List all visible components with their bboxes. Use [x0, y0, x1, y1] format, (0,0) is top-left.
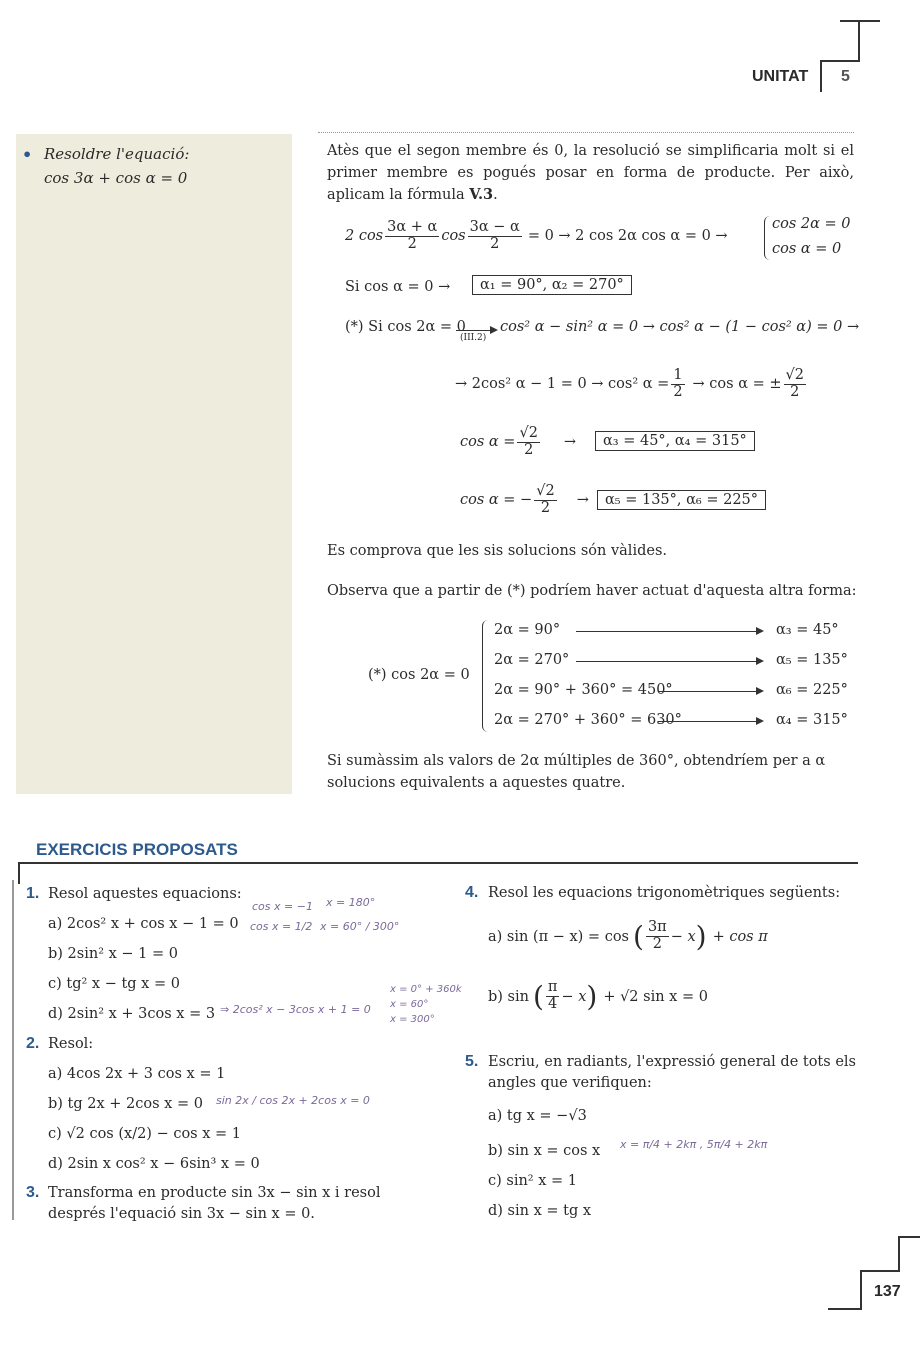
- alt-row-left: 2α = 90° + 360° = 450°: [494, 682, 673, 698]
- ex3-line1: Transforma en producte sin 3x − sin x i resol: [48, 1185, 381, 1201]
- alt-brace: [482, 620, 491, 732]
- e5-item: d) sin x = tg x: [488, 1203, 592, 1219]
- solution-box-5-6: α₅ = 135°, α₆ = 225°: [597, 490, 766, 510]
- formula-ref: V.3: [469, 186, 494, 203]
- footer-rule-top: [898, 1236, 920, 1238]
- e2-item: b) tg 2x + 2cos x = 0: [48, 1096, 203, 1112]
- alt-row-arrow: [576, 661, 762, 662]
- alt-row-right: α₃ = 45°: [776, 622, 839, 638]
- star-rest: cos² α − sin² α = 0 → cos² α − (1 − cos² α) = 0 →: [500, 319, 860, 335]
- solution-box-1-2: α₁ = 90°, α₂ = 270°: [472, 275, 632, 295]
- header-rule-v2: [820, 60, 822, 92]
- hand-1e: ⇒ 2cos² x − 3cos x + 1 = 0: [220, 1003, 371, 1016]
- star-arrow: [456, 330, 496, 331]
- ex5-line1: Escriu, en radiants, l'expressió general de tots els: [488, 1054, 856, 1070]
- hand-1c: cos x = 1/2: [250, 920, 313, 933]
- observe-text: Observa que a partir de (*) podríem haver actuat d'aquesta altra forma:: [327, 583, 857, 599]
- header-rule-vertical: [858, 20, 860, 62]
- star-arrow-label: (III.2): [460, 333, 487, 343]
- ex3-line2: després l'equació sin 3x − sin x = 0.: [48, 1206, 315, 1222]
- e1-item: b) 2sin² x − 1 = 0: [48, 946, 178, 962]
- ex2-text: Resol:: [48, 1036, 94, 1052]
- alt-row-right: α₆ = 225°: [776, 682, 848, 698]
- si-cos-line: Si cos α = 0 →: [345, 279, 451, 295]
- e2-item: d) 2sin x cos² x − 6sin³ x = 0: [48, 1156, 260, 1172]
- solution-box-3-4: α₃ = 45°, α₄ = 315°: [595, 431, 755, 451]
- exercises-rule: [18, 862, 858, 864]
- exercises-rule-left: [18, 862, 20, 884]
- alt-row-arrow: [658, 721, 762, 722]
- ex1-text: Resol aquestes equacions:: [48, 886, 242, 902]
- intro-text: Atès que el segon membre és 0, la resolució se simplificaria molt si el primer membre es pogués posar en forma de producte. Per això, aplicam la fórmula: [327, 143, 854, 203]
- sidebar-equation: cos 3α + cos α = 0: [44, 169, 188, 187]
- equation-1: [345, 220, 728, 253]
- pos-case: cos α = $\frac{√2}{2}$ →: [460, 425, 577, 458]
- sidebar-bullet: •: [22, 145, 33, 164]
- alt-row-arrow: [576, 631, 762, 632]
- hand-1h: x = 300°: [390, 1014, 435, 1025]
- unit-label: UNITAT: [752, 68, 809, 85]
- e5-item: b) sin x = cos x: [488, 1143, 601, 1159]
- e2-item: a) 4cos 2x + 3 cos x = 1: [48, 1066, 226, 1082]
- line2-mid: → cos α = ±: [692, 376, 782, 393]
- header-rule-h: [820, 60, 860, 62]
- ex5-line2: angles que verifiquen:: [488, 1075, 652, 1091]
- sidebar-title: Resoldre l'equació:: [44, 145, 190, 163]
- alt-row-left: 2α = 270° + 360° = 630°: [494, 712, 682, 728]
- eq1-lead: 2 cos: [345, 228, 384, 245]
- line2-half: $\frac{1}{2}$: [673, 367, 683, 400]
- eq1-frac1: $\frac{3\alpha + \alpha}{2}$: [387, 219, 438, 252]
- hand-1g: x = 60°: [390, 999, 429, 1010]
- ex2-number: 2.: [26, 1035, 40, 1052]
- ex5-number: 5.: [465, 1053, 479, 1070]
- alt-row-arrow: [658, 691, 762, 692]
- header-rule-top: [840, 20, 880, 22]
- closing-text: Si sumàssim als valors de 2α múltiples de 360°, obtendríem per a α solucions equivalents a aquestes quatre.: [327, 753, 826, 791]
- page-number: 137: [874, 1283, 901, 1300]
- hand-1a: cos x = −1: [252, 900, 313, 913]
- eq1-frac2: $\frac{3\alpha - \alpha}{2}$: [469, 219, 520, 252]
- eq1-mid: cos: [441, 228, 466, 245]
- exercises-rule-left2: [12, 880, 14, 1220]
- footer-rule-vertical: [898, 1236, 900, 1272]
- footer-rule-v2: [860, 1270, 862, 1310]
- alt-row-right: α₄ = 315°: [776, 712, 848, 728]
- eq1-rest: = 0 → 2 cos 2α cos α = 0 →: [527, 228, 728, 245]
- ex3-number: 3.: [26, 1184, 40, 1201]
- ex4-number: 4.: [465, 884, 479, 901]
- alt-row-left: 2α = 90°: [494, 622, 561, 638]
- hand-1d: x = 60° / 300°: [320, 920, 400, 933]
- e5-item: c) sin² x = 1: [488, 1173, 577, 1189]
- sidebar-panel: [16, 134, 292, 794]
- exercises-title: EXERCICIS PROPOSATS: [36, 840, 238, 859]
- ex4-b: b) sin ( $\frac{\pi}{4}$ − x ) + √2 sin x = 0: [488, 979, 708, 1013]
- eq1-brace: [764, 216, 771, 260]
- e1-item: d) 2sin² x + 3cos x = 3: [48, 1006, 216, 1022]
- ex4-a: a) sin (π − x) = cos ( $\frac{3\pi}{2}$ − x ) + cos π: [488, 919, 768, 953]
- alt-row-left: 2α = 270°: [494, 652, 570, 668]
- hand-1f: x = 0° + 360k: [390, 984, 462, 995]
- main-top-rule: [318, 132, 854, 133]
- alt-row-right: α₅ = 135°: [776, 652, 848, 668]
- line2-lead: → 2cos² α − 1 = 0 → cos² α =: [455, 376, 670, 393]
- intro-paragraph: Atès que el segon membre és 0, la resolució se simplificaria molt si el primer membre es pogués posar en forma de producte. Per això, aplicam la fórmula V.3.: [327, 143, 854, 203]
- line-2: [455, 368, 808, 401]
- e5-item: a) tg x = −√3: [488, 1108, 587, 1124]
- eq1-case1: cos 2α = 0: [772, 216, 851, 232]
- e1-item: c) tg² x − tg x = 0: [48, 976, 180, 992]
- e2-item: c) √2 cos (x/2) − cos x = 1: [48, 1126, 242, 1142]
- hand-2a: sin 2x / cos 2x + 2cos x = 0: [216, 1094, 370, 1107]
- star2-label: (*) cos 2α = 0: [368, 667, 470, 683]
- footer-rule-h: [860, 1270, 900, 1272]
- valid-text: Es comprova que les sis solucions són vàlides.: [327, 543, 667, 559]
- hand-5a: x = π/4 + 2kπ , 5π/4 + 2kπ: [620, 1138, 768, 1151]
- ex4-text: Resol les equacions trigonomètriques següents:: [488, 885, 841, 901]
- hand-1b: x = 180°: [326, 896, 376, 909]
- footer-rule-bottom: [828, 1308, 862, 1310]
- unit-number: 5: [841, 68, 850, 85]
- line2-root: $\frac{√2}{2}$: [785, 367, 804, 400]
- ex1-number: 1.: [26, 885, 40, 902]
- e1-item: a) 2cos² x + cos x − 1 = 0: [48, 916, 239, 932]
- star-line: (*) Si cos 2α = 0: [345, 319, 466, 335]
- eq1-case2: cos α = 0: [772, 241, 842, 257]
- neg-case: cos α = − $\frac{√2}{2}$ →: [460, 483, 589, 516]
